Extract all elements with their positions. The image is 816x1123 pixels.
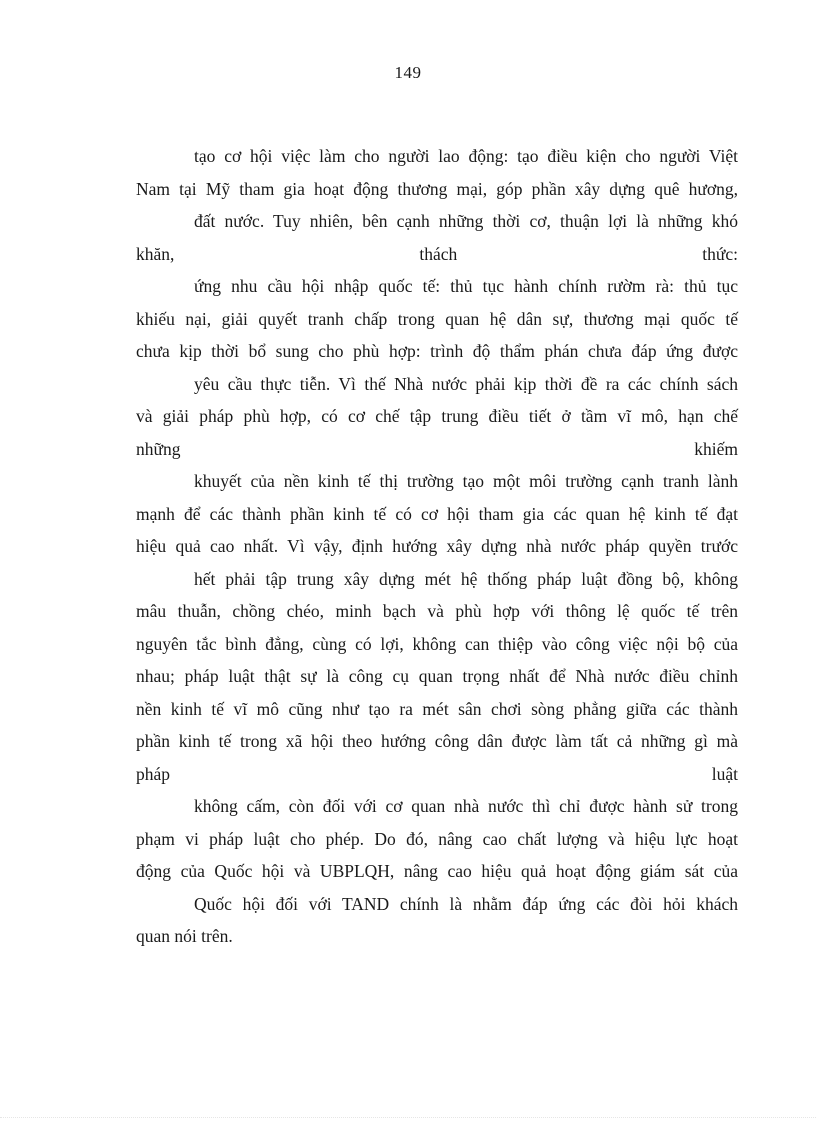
text-line: nhau; pháp luật thật sự là công cụ quan trọng nhất để Nhà nước điều chỉnh [136,666,738,686]
text-line: phạm vi pháp luật cho phép. Do đó, nâng cao chất lượng và hiệu lực hoạt [136,828,738,849]
text-line: khuyết của nền kinh tế thị trường tạo một môi trường cạnh tranh lành [194,471,738,491]
text-line: Nam tại Mỹ tham gia hoạt động thương mại, góp phần xây dựng quê hương, [136,178,738,199]
footer-divider [0,1117,816,1118]
text-line: hiệu quả cao nhất. Vì vậy, định hướng xây dựng nhà nước pháp quyền trước [136,536,738,556]
text-line: những khiếm [136,438,738,459]
text-line: mạnh để các thành phần kinh tế có cơ hội tham gia các quan hệ kinh tế đạt [136,503,738,524]
text-line: quan nói trên. [136,926,233,946]
text-line: nền kinh tế vĩ mô cũng như tạo ra mét sân chơi sòng phẳng giữa các thành [136,698,738,719]
text-line: nguyên tắc bình đẳng, cùng có lợi, không can thiệp vào công việc nội bộ của [136,633,738,654]
text-line: đất nước. Tuy nhiên, bên cạnh những thời cơ, thuận lợi là những khó [194,211,738,231]
text-line: ứng nhu cầu hội nhập quốc tế: thủ tục hành chính rườm rà: thủ tục [194,276,738,296]
body-text [136,140,738,953]
text-line: pháp luật [136,763,738,784]
page-number: 149 [394,63,422,82]
text-line: động của Quốc hội và UBPLQH, nâng cao hiệu quả hoạt động giám sát của [136,861,738,881]
text-line: khăn, thách thức: [136,243,738,264]
text-line: Quốc hội đối với TAND chính là nhằm đáp ứng các đòi hỏi khách [194,893,738,914]
text-line: tạo cơ hội việc làm cho người lao động: tạo điều kiện cho người Việt [194,146,738,166]
text-line: không cấm, còn đối với cơ quan nhà nước thì chỉ được hành sử trong [194,796,738,816]
text-line: chưa kịp thời bổ sung cho phù hợp: trình độ thẩm phán chưa đáp ứng được [136,341,738,361]
text-line: khiếu nại, giải quyết tranh chấp trong quan hệ dân sự, thương mại quốc tế [136,308,738,329]
text-line: và giải pháp phù hợp, có cơ chế tập trung điều tiết ở tầm vĩ mô, hạn chế [136,406,738,426]
text-line: mâu thuẫn, chồng chéo, minh bạch và phù hợp với thông lệ quốc tế trên [136,601,738,621]
text-line: yêu cầu thực tiễn. Vì thế Nhà nước phải kịp thời đề ra các chính sách [194,373,738,394]
text-line: phần kinh tế trong xã hội theo hướng công dân được làm tất cả những gì mà [136,731,738,751]
text-line: hết phải tập trung xây dựng mét hệ thống pháp luật đồng bộ, không [194,568,738,589]
